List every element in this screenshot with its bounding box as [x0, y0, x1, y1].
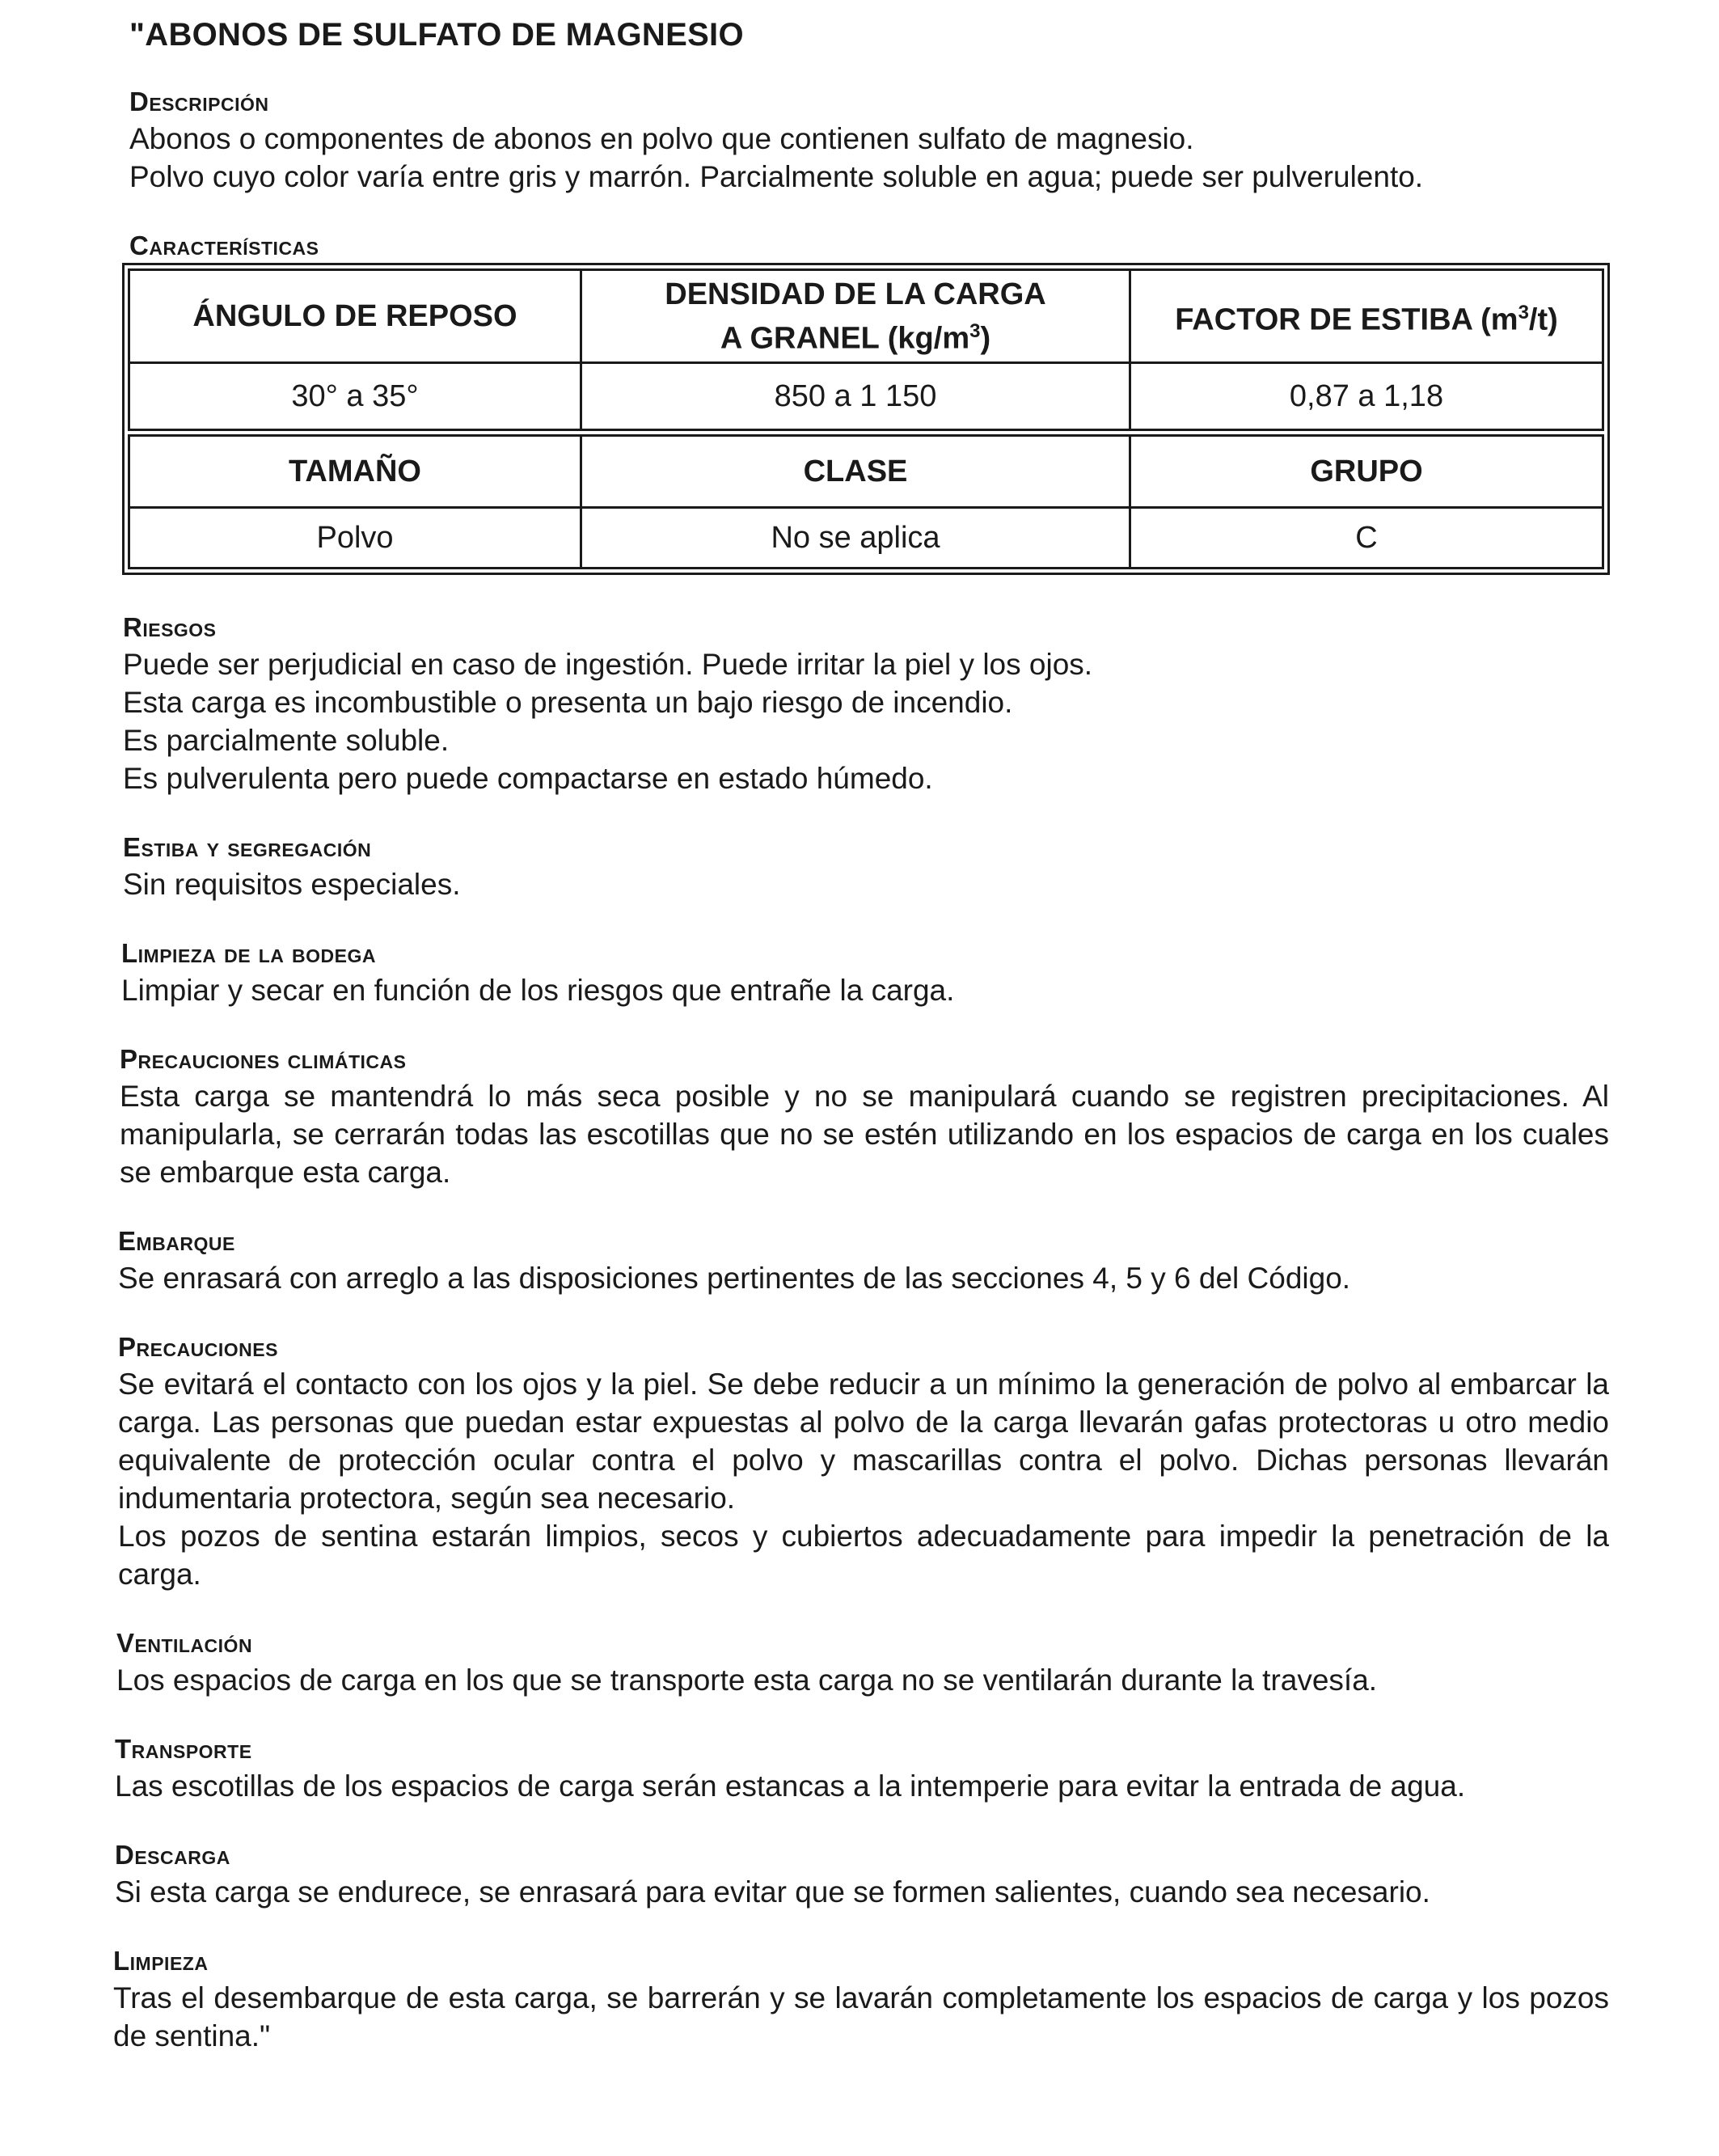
section-ventilacion — [116, 1625, 1609, 1699]
header-grupo: GRUPO — [1130, 433, 1603, 508]
descripcion-line-1: Abonos o componentes de abonos en polvo que contienen sulfato de magnesio. — [129, 122, 1194, 155]
table-value-row-1 — [129, 363, 1603, 433]
table-value-row-2 — [129, 508, 1603, 569]
descarga-text: Si esta carga se endurece, se enrasará para evitar que se formen salientes, cuando sea necesario. — [115, 1875, 1430, 1909]
header-densidad-line-1: DENSIDAD DE LA CARGA — [665, 277, 1046, 311]
header-factor-exponent: 3 — [1518, 301, 1529, 323]
header-densidad — [581, 270, 1130, 363]
header-clase: CLASE — [581, 433, 1130, 508]
section-embarque — [118, 1224, 1609, 1297]
precauciones-para-2: Los pozos de sentina estarán limpios, secos y cubiertos adecuadamente para impedir la penetración de la carga. — [118, 1520, 1609, 1591]
value-grupo: C — [1130, 508, 1603, 569]
heading-precauciones: Precauciones — [118, 1332, 278, 1362]
header-factor-estiba — [1130, 270, 1603, 363]
section-estiba — [123, 830, 1609, 903]
document-page — [113, 15, 1609, 2055]
section-riesgos — [123, 610, 1609, 797]
section-caracteristicas — [129, 228, 1609, 264]
section-descarga — [115, 1837, 1609, 1911]
header-factor-text: FACTOR DE ESTIBA (m — [1175, 302, 1518, 337]
table-header-row-1 — [129, 270, 1603, 363]
header-densidad-exponent: 3 — [969, 319, 981, 342]
heading-limpieza: Limpieza — [113, 1946, 209, 1976]
header-angulo-reposo: ÁNGULO DE REPOSO — [129, 270, 581, 363]
heading-limpieza-bodega: Limpieza de la bodega — [121, 938, 377, 968]
section-descripcion — [129, 84, 1609, 196]
characteristics-table — [128, 268, 1604, 569]
embarque-text: Se enrasará con arreglo a las disposiciones pertinentes de las secciones 4, 5 y 6 del Código. — [118, 1262, 1351, 1295]
heading-riesgos: Riesgos — [123, 612, 217, 642]
precauciones-climaticas-text: Esta carga se mantendrá lo más seca posible y no se manipulará cuando se registren precipitaciones. Al manipularla, se cerrarán todas las escotillas que no se estén utilizando en los espacios de carga en los cuales se embarque esta carga. — [120, 1080, 1609, 1189]
riesgos-line-2: Esta carga es incombustible o presenta un bajo riesgo de incendio. — [123, 686, 1013, 719]
heading-caracteristicas: Características — [129, 230, 319, 260]
heading-estiba: Estiba y segregación — [123, 832, 372, 862]
header-tamano: TAMAÑO — [129, 433, 581, 508]
estiba-text: Sin requisitos especiales. — [123, 868, 461, 901]
precauciones-para-1: Se evitará el contacto con los ojos y la piel. Se debe reducir a un mínimo la generación de polvo al embarcar la carga. Las personas que puedan estar expuestas al polvo de la carga llevarán gafas protectoras u otro medio equivalente de protección ocular contra el polvo y mascarillas contra el polvo. Dichas personas llevarán indumentaria protectora, según sea necesario. — [118, 1368, 1609, 1515]
header-factor-unit: /t) — [1528, 302, 1558, 337]
limpieza-text: Tras el desembarque de esta carga, se barrerán y se lavarán completamente los espacios de carga y los pozos de sentina." — [113, 1981, 1609, 2052]
table-header-row-2 — [129, 433, 1603, 508]
value-clase: No se aplica — [581, 508, 1130, 569]
heading-precauciones-climaticas: Precauciones climáticas — [120, 1044, 407, 1074]
heading-descarga: Descarga — [115, 1840, 230, 1870]
header-densidad-close: ) — [980, 321, 991, 356]
limpieza-bodega-text: Limpiar y secar en función de los riesgos que entrañe la carga. — [121, 974, 955, 1007]
section-precauciones-climaticas — [120, 1042, 1609, 1191]
value-factor-estiba: 0,87 a 1,18 — [1130, 363, 1603, 433]
transporte-text: Las escotillas de los espacios de carga serán estancas a la intemperie para evitar la entrada de agua. — [115, 1769, 1466, 1803]
header-densidad-line-2: A GRANEL (kg/m — [720, 321, 970, 356]
value-tamano: Polvo — [129, 508, 581, 569]
ventilacion-text: Los espacios de carga en los que se transporte esta carga no se ventilarán durante la travesía. — [116, 1664, 1378, 1697]
section-precauciones — [118, 1330, 1609, 1593]
heading-embarque: Embarque — [118, 1226, 235, 1256]
section-transporte — [115, 1731, 1609, 1805]
riesgos-line-1: Puede ser perjudicial en caso de ingestión. Puede irritar la piel y los ojos. — [123, 648, 1093, 681]
section-limpieza — [113, 1943, 1609, 2055]
riesgos-line-3: Es parcialmente soluble. — [123, 724, 450, 757]
heading-transporte: Transporte — [115, 1734, 252, 1764]
heading-ventilacion: Ventilación — [116, 1628, 253, 1658]
value-angulo-reposo: 30° a 35° — [129, 363, 581, 433]
value-densidad: 850 a 1 150 — [581, 363, 1130, 433]
heading-descripcion: Descripción — [129, 87, 269, 116]
riesgos-line-4: Es pulverulenta pero puede compactarse en estado húmedo. — [123, 762, 933, 795]
document-title: "ABONOS DE SULFATO DE MAGNESIO — [129, 17, 744, 53]
descripcion-line-2: Polvo cuyo color varía entre gris y marrón. Parcialmente soluble en agua; puede ser pulverulento. — [129, 160, 1424, 193]
section-limpieza-bodega — [121, 936, 1609, 1009]
